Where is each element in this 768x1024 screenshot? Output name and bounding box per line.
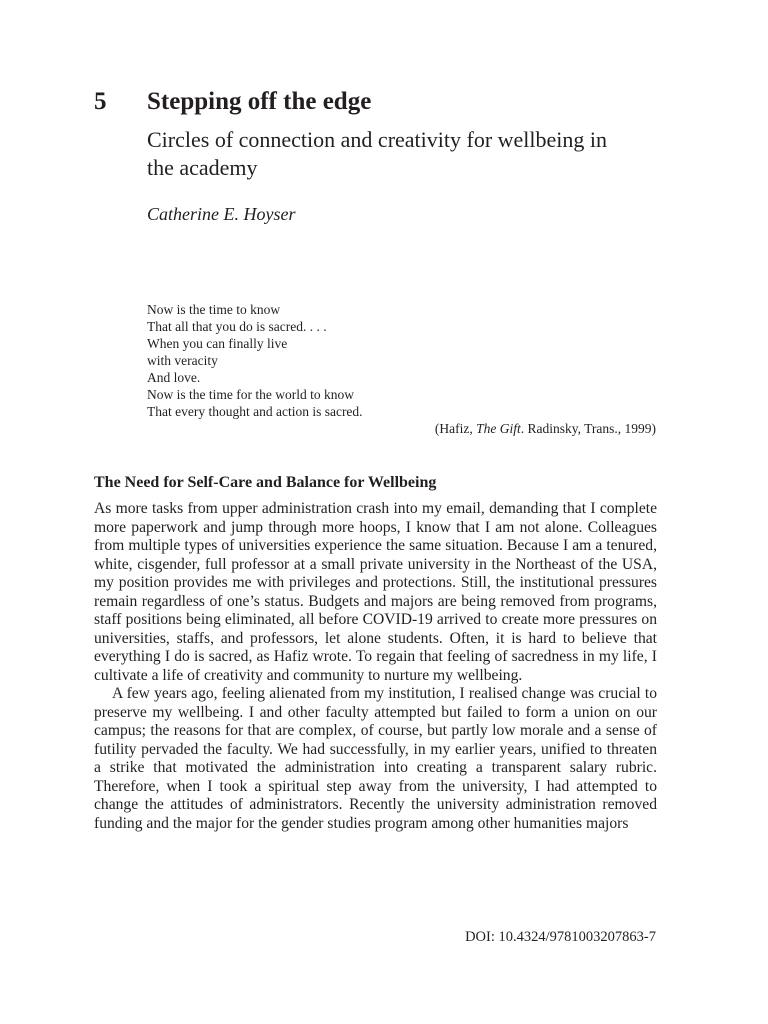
poem-line: Now is the time for the world to know	[147, 387, 354, 402]
chapter-title: Stepping off the edge	[147, 88, 372, 115]
poem-line: And love.	[147, 370, 201, 385]
epigraph-citation	[380, 421, 656, 437]
body-paragraph: A few years ago, feeling alienated from my institution, I realised change was crucial to preserve my wellbeing. I and other faculty attempted but failed to form a union on our campus; the reasons for that are complex, of course, but partly low morale and a sense of futility pervaded the faculty. We had successfully, in my earlier years, unified to threaten a strike that motivated the administration into creating a transparent salary rubric. Therefore, when I took a spiritual step away from the university, I had attempted to change the attitudes of administrators. Recently the university administration removed funding and the major for the gender studies program among other humanities majors	[94, 685, 657, 832]
poem-line: When you can finally live	[147, 336, 288, 351]
poem-line: Now is the time to know	[147, 302, 281, 317]
citation-work-title: The Gift	[476, 421, 521, 436]
section-heading: The Need for Self-Care and Balance for Wellbeing	[94, 474, 437, 491]
poem-line: That every thought and action is sacred.	[147, 404, 363, 419]
author-name: Catherine E. Hoyser	[147, 204, 296, 224]
chapter-subtitle: Circles of connection and creativity for wellbeing in the academy	[147, 127, 608, 180]
chapter-number: 5	[94, 88, 107, 115]
body-paragraph: As more tasks from upper administration crash into my email, demanding that I complete more paperwork and jump through more hoops, I know that I am not alone. Colleagues from multiple types of universities experience the same situation. Because I am a tenured, white, cisgender, full professor at a small private university in the Northeast of the USA, my position provides me with privileges and protections. Still, the institutional pressures remain regardless of one’s status. Budgets and majors are being removed from programs, staff positions being eliminated, all before COVID-19 arrived to create more pressures on universities, staffs, and professors, let alone students. Often, it is hard to believe that everything I do is sacred, as Hafiz wrote. To regain that feeling of sacredness in my life, I cultivate a life of creativity and community to nurture my wellbeing.	[94, 500, 657, 684]
epigraph-poem	[147, 301, 363, 420]
doi-footer: DOI: 10.4324/9781003207863-7	[465, 929, 656, 945]
citation-prefix: (Hafiz,	[434, 421, 477, 436]
poem-line: That all that you do is sacred. . . .	[147, 319, 327, 334]
poem-line: with veracity	[147, 353, 218, 368]
citation-suffix: . Radinsky, Trans., 1999)	[520, 421, 656, 436]
body-text	[94, 500, 657, 833]
